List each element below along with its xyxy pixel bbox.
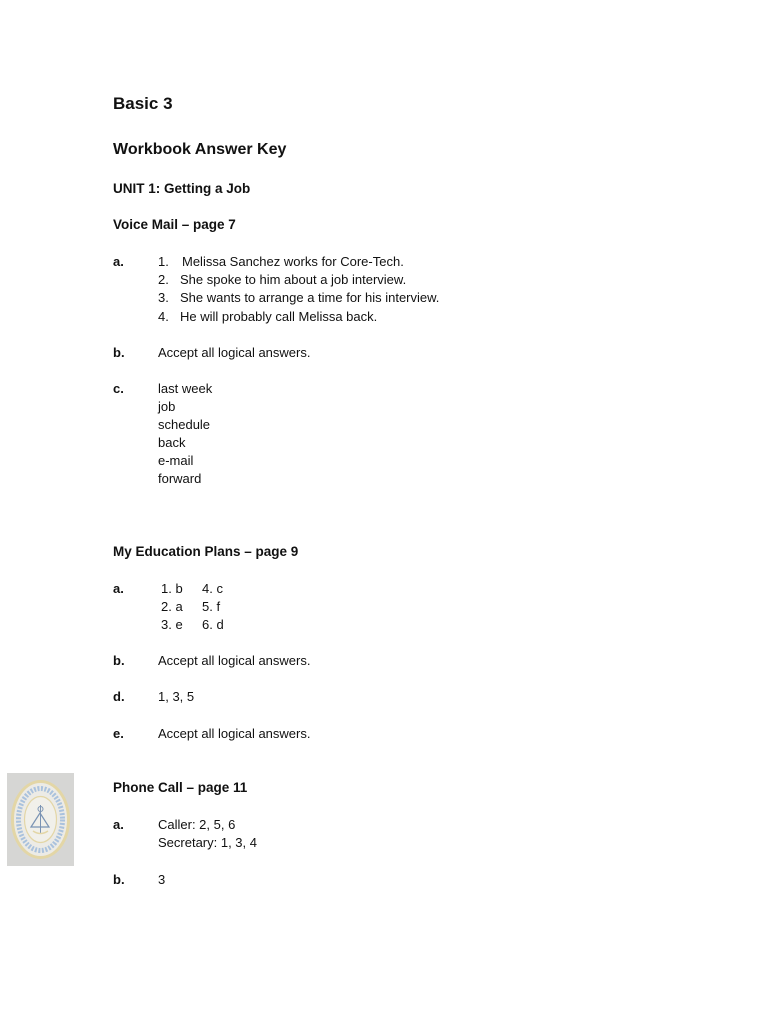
answer-text: Secretary: 1, 3, 4 (158, 835, 257, 850)
document-subtitle: Workbook Answer Key (113, 141, 287, 158)
seal-emblem (7, 773, 74, 866)
answer-text: Caller: 2, 5, 6 (158, 817, 236, 832)
word-item: schedule (158, 417, 211, 432)
match-item: 6. d (202, 617, 224, 632)
word-item: last week (158, 381, 213, 396)
document-title: Basic 3 (113, 94, 173, 113)
item-label-b: b. (113, 345, 125, 360)
item-label-d: d. (113, 689, 125, 704)
unit-heading: UNIT 1: Getting a Job (113, 181, 251, 196)
answer-text: Accept all logical answers. (158, 726, 311, 741)
list-item: Melissa Sanchez works for Core-Tech. (182, 254, 404, 269)
list-item-num: 1. (158, 254, 169, 269)
phone-call-heading: Phone Call – page 11 (113, 780, 248, 795)
item-label-e: e. (113, 726, 124, 741)
item-label-b: b. (113, 653, 125, 668)
answer-text: 1, 3, 5 (158, 689, 195, 704)
item-label-c: c. (113, 381, 124, 396)
list-item-num: 2. (158, 272, 169, 287)
match-item: 1. b (161, 581, 183, 596)
item-label-a: a. (113, 254, 124, 269)
seal-image (7, 773, 74, 866)
match-item: 2. a (161, 599, 183, 614)
match-item: 3. e (161, 617, 183, 632)
list-item: She spoke to him about a job interview. (180, 272, 407, 287)
match-item: 5. f (202, 599, 221, 614)
answer-text: 3 (158, 872, 166, 887)
list-item-num: 3. (158, 290, 169, 305)
word-item: back (158, 435, 186, 450)
item-label-a: a. (113, 581, 124, 596)
voice-mail-heading: Voice Mail – page 7 (113, 217, 236, 232)
education-heading: My Education Plans – page 9 (113, 544, 299, 559)
match-item: 4. c (202, 581, 223, 596)
word-item: job (158, 399, 176, 414)
list-item: He will probably call Melissa back. (180, 309, 378, 324)
item-label-a: a. (113, 817, 124, 832)
answer-text: Accept all logical answers. (158, 345, 311, 360)
answer-text: Accept all logical answers. (158, 653, 311, 668)
word-item: forward (158, 471, 202, 486)
word-item: e-mail (158, 453, 194, 468)
item-label-b: b. (113, 872, 125, 887)
list-item-num: 4. (158, 309, 169, 324)
list-item: She wants to arrange a time for his interview. (180, 290, 440, 305)
